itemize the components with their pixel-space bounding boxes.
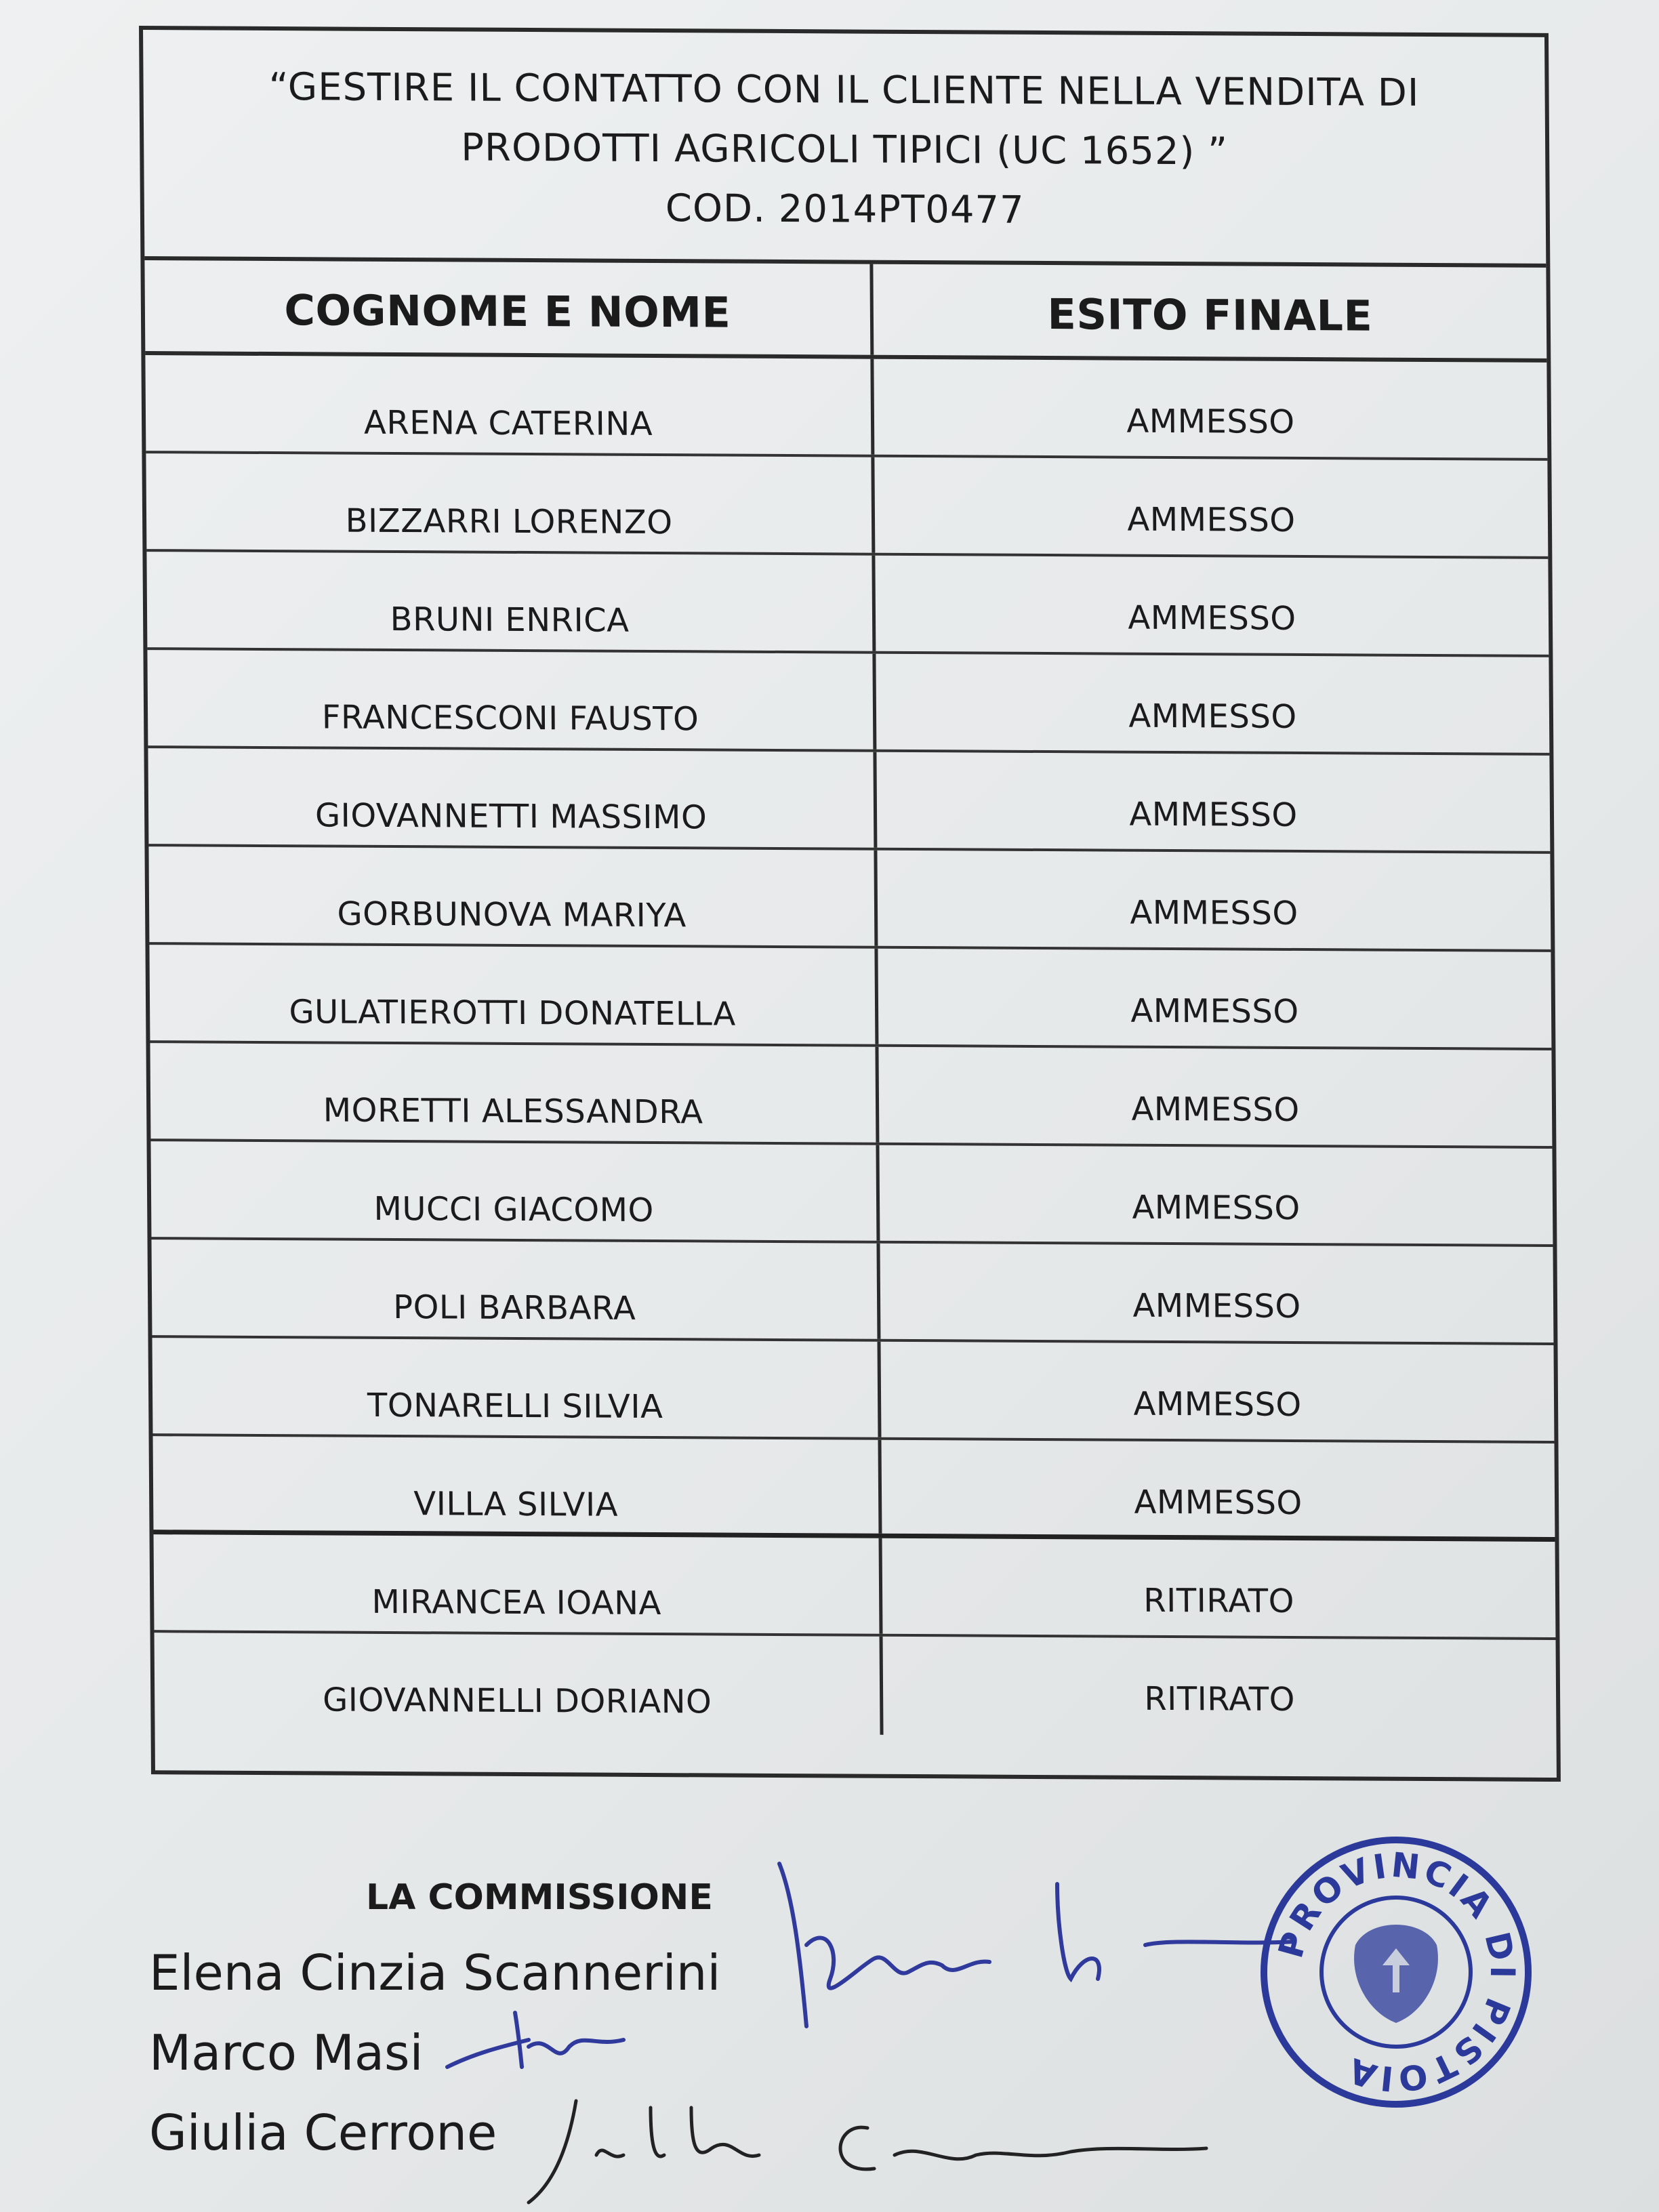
row-name: ARENA CATERINA bbox=[145, 355, 874, 455]
row-name: MIRANCEA IOANA bbox=[154, 1534, 883, 1634]
row-name: GIOVANNELLI DORIANO bbox=[155, 1633, 884, 1735]
row-result: AMMESSO bbox=[1130, 893, 1298, 933]
row-name: GIOVANNETTI MASSIMO bbox=[148, 748, 877, 848]
row-result: RITIRATO bbox=[1144, 1679, 1296, 1719]
signature-cerrone bbox=[515, 2087, 1220, 2209]
row-name: TONARELLI SILVIA bbox=[152, 1338, 882, 1437]
row-result: AMMESSO bbox=[1132, 1188, 1300, 1228]
row-result: AMMESSO bbox=[1134, 1483, 1303, 1523]
table-row bbox=[154, 1534, 1556, 1640]
row-result: RITIRATO bbox=[1143, 1581, 1295, 1620]
row-name: GULATIEROTTI DONATELLA bbox=[149, 945, 878, 1044]
table-header-row bbox=[144, 260, 1547, 363]
commission-member: Marco Masi bbox=[149, 2024, 424, 2081]
row-result: AMMESSO bbox=[1133, 1385, 1302, 1425]
title-line-2: PRODOTTI AGRICOLI TIPICI (UC 1652) ” bbox=[461, 125, 1229, 174]
title-line-1: “GESTIRE IL CONTATTO CON IL CLIENTE NELLA VENDITA DI bbox=[268, 65, 1420, 115]
table-row bbox=[152, 1338, 1555, 1443]
table-row bbox=[146, 453, 1548, 559]
table-row bbox=[146, 552, 1549, 657]
signature-scannerini bbox=[766, 1843, 1322, 2047]
table-row bbox=[145, 355, 1547, 461]
table-row bbox=[148, 748, 1550, 854]
table-row bbox=[148, 846, 1551, 952]
title-line-3: COD. 2014PT0477 bbox=[665, 186, 1025, 232]
column-header-name: COGNOME E NOME bbox=[144, 260, 874, 355]
stamp-text: PROVINCIA DI PISTOIA bbox=[1271, 1845, 1523, 2100]
row-result: AMMESSO bbox=[1131, 1090, 1300, 1130]
course-title-box bbox=[143, 30, 1546, 268]
row-name: GORBUNOVA MARIYA bbox=[148, 846, 878, 946]
row-result: AMMESSO bbox=[1132, 1286, 1301, 1326]
row-name: MORETTI ALESSANDRA bbox=[150, 1043, 879, 1143]
commission-label: LA COMMISSIONE bbox=[366, 1877, 713, 1918]
table-row bbox=[155, 1633, 1557, 1738]
row-name: VILLA SILVIA bbox=[153, 1436, 882, 1534]
table-row bbox=[147, 650, 1549, 756]
row-name: BIZZARRI LORENZO bbox=[146, 453, 875, 553]
table-row bbox=[150, 1141, 1553, 1247]
row-name: FRANCESCONI FAUSTO bbox=[147, 650, 876, 750]
table-row bbox=[153, 1436, 1555, 1542]
results-table bbox=[139, 26, 1561, 1782]
row-result: AMMESSO bbox=[1130, 991, 1299, 1031]
row-result: AMMESSO bbox=[1129, 795, 1298, 834]
row-result: AMMESSO bbox=[1126, 402, 1295, 441]
row-result: AMMESSO bbox=[1127, 500, 1296, 539]
commission-member: Giulia Cerrone bbox=[149, 2104, 497, 2161]
table-row bbox=[149, 945, 1551, 1050]
table-row bbox=[152, 1240, 1554, 1345]
row-result: AMMESSO bbox=[1128, 598, 1296, 638]
row-name: MUCCI GIACOMO bbox=[150, 1141, 880, 1241]
commission-member: Elena Cinzia Scannerini bbox=[149, 1944, 721, 2001]
table-row bbox=[150, 1043, 1552, 1149]
column-header-result: ESITO FINALE bbox=[1047, 289, 1373, 341]
row-name: POLI BARBARA bbox=[152, 1240, 881, 1339]
row-result: AMMESSO bbox=[1128, 697, 1297, 736]
row-name: BRUNI ENRICA bbox=[146, 552, 876, 651]
signature-masi bbox=[434, 2006, 637, 2087]
provincia-stamp bbox=[1254, 1830, 1538, 2114]
